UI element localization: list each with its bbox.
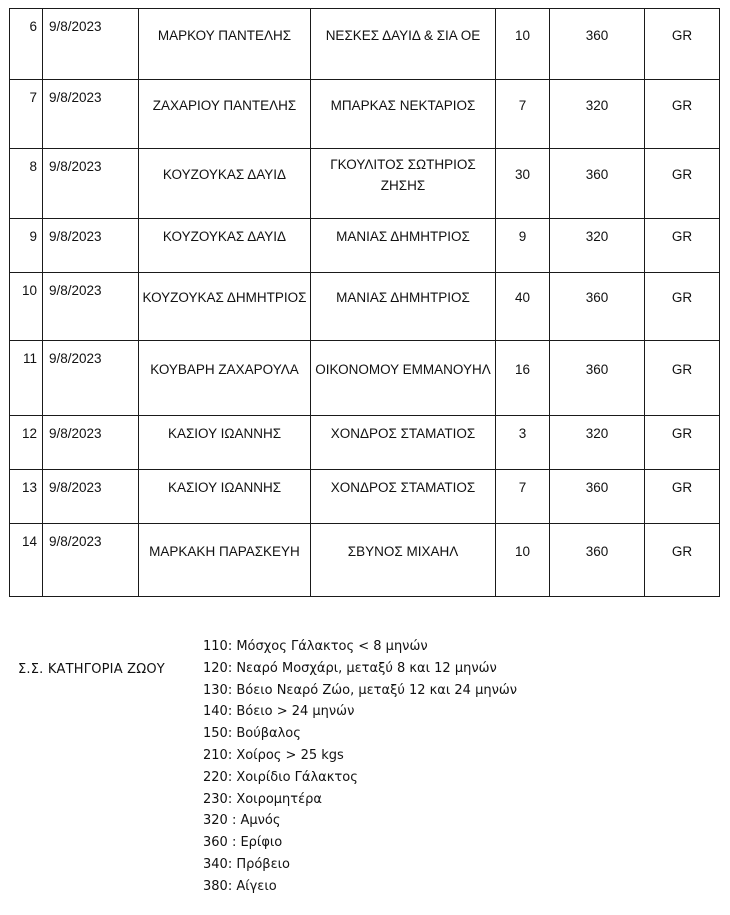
country-code: GR <box>671 229 693 244</box>
country-code-cell <box>645 273 720 341</box>
country-code-cell <box>645 219 720 273</box>
row-number-cell <box>10 273 43 341</box>
table-body <box>10 9 720 597</box>
row-date: 9/8/2023 <box>49 19 102 34</box>
legend-item: 150: Βούβαλος <box>203 726 301 742</box>
animal-category-code: 360 <box>585 543 609 559</box>
row-number: 13 <box>21 480 37 495</box>
buyer-name: ΧΟΝΔΡΟΣ ΣΤΑΜΑΤΙΟΣ <box>330 426 476 441</box>
row-number-cell <box>10 341 43 416</box>
row-number: 12 <box>21 426 37 441</box>
row-date-cell <box>43 470 139 524</box>
animal-category-code: 360 <box>585 361 609 377</box>
owner-name-cell <box>139 9 311 80</box>
row-number-cell <box>10 470 43 524</box>
country-code: GR <box>671 543 693 559</box>
row-date: 9/8/2023 <box>49 534 102 549</box>
animal-category-code-cell <box>550 273 645 341</box>
quantity: 10 <box>514 27 531 43</box>
owner-name: ΜΑΡΚΑΚΗ ΠΑΡΑΣΚΕΥΗ <box>149 543 300 559</box>
table-row <box>10 416 720 470</box>
row-date-cell <box>43 416 139 470</box>
legend-item: 110: Μόσχος Γάλακτος < 8 μηνών <box>203 639 428 654</box>
legend-item: 340: Πρόβειο <box>203 856 290 872</box>
row-number-cell <box>10 9 43 80</box>
row-number-cell <box>10 80 43 149</box>
buyer-name: ΟΙΚΟΝΟΜΟΥ ΕΜΜΑΝΟΥΗΛ <box>315 361 491 377</box>
buyer-name: ΝΕΣΚΕΣ ΔΑΥΙΔ & ΣΙΑ ΟΕ <box>325 27 481 43</box>
legend-item: 360 : Ερίφιο <box>203 835 283 851</box>
row-number: 8 <box>29 159 37 174</box>
buyer-name: ΜΠΑΡΚΑΣ ΝΕΚΤΑΡΙΟΣ <box>330 97 476 113</box>
quantity: 10 <box>514 543 531 559</box>
country-code-cell <box>645 416 720 470</box>
animal-category-code: 320 <box>585 426 609 441</box>
animal-category-code: 320 <box>585 229 609 244</box>
buyer-name-cell <box>311 416 496 470</box>
animal-category-code-cell <box>550 149 645 219</box>
quantity-cell <box>496 219 550 273</box>
buyer-name: ΜΑΝΙΑΣ ΔΗΜΗΤΡΙΟΣ <box>336 290 470 305</box>
row-number-cell <box>10 416 43 470</box>
table-row <box>10 273 720 341</box>
row-number-cell <box>10 149 43 219</box>
legend-item: 220: Χοιρίδιο Γάλακτος <box>203 769 358 785</box>
owner-name: ΚΟΥΒΑΡΗ ΖΑΧΑΡΟΥΛΑ <box>150 361 299 377</box>
quantity: 40 <box>514 290 531 305</box>
row-number: 10 <box>21 283 37 298</box>
legend-item: 130: Βόειο Νεαρό Ζώο, μεταξύ 12 και 24 μηνών <box>203 682 518 698</box>
row-number: 11 <box>22 351 37 366</box>
quantity-cell <box>496 341 550 416</box>
row-date: 9/8/2023 <box>49 159 102 174</box>
country-code: GR <box>671 167 693 182</box>
table-row <box>10 341 720 416</box>
transactions-table <box>9 8 720 597</box>
animal-category-code-cell <box>550 341 645 416</box>
quantity: 7 <box>518 97 527 113</box>
quantity-cell <box>496 273 550 341</box>
quantity: 9 <box>518 229 527 244</box>
owner-name-cell <box>139 470 311 524</box>
buyer-name: ΧΟΝΔΡΟΣ ΣΤΑΜΑΤΙΟΣ <box>330 480 476 495</box>
legend-title: Σ.Σ. ΚΑΤΗΓΟΡΙΑ ΖΩΟΥ <box>18 662 165 677</box>
row-date-cell <box>43 219 139 273</box>
row-number: 6 <box>29 19 37 34</box>
legend-item: 210: Χοίρος > 25 kgs <box>203 747 344 763</box>
country-code-cell <box>645 341 720 416</box>
buyer-name: ΓΚΟΥΛΙΤΟΣ ΣΩΤΗΡΙΟΣ ΖΗΣΗΣ <box>330 156 476 193</box>
animal-category-code: 360 <box>585 290 609 305</box>
owner-name-cell <box>139 341 311 416</box>
row-number-cell <box>10 524 43 597</box>
row-number: 9 <box>29 229 37 244</box>
country-code-cell <box>645 470 720 524</box>
table-row <box>10 80 720 149</box>
legend-item: 140: Βόειο > 24 μηνών <box>203 704 355 720</box>
table-row <box>10 524 720 597</box>
animal-category-code-cell <box>550 9 645 80</box>
owner-name: ΚΟΥΖΟΥΚΑΣ ΔΗΜΗΤΡΙΟΣ <box>142 290 307 305</box>
animal-category-code: 360 <box>585 27 609 43</box>
animal-category-code: 360 <box>585 167 609 182</box>
owner-name: ΚΟΥΖΟΥΚΑΣ ΔΑΥΙΔ <box>162 167 287 182</box>
quantity-cell <box>496 9 550 80</box>
country-code: GR <box>671 290 693 305</box>
row-date: 9/8/2023 <box>49 480 102 495</box>
quantity: 3 <box>518 426 527 441</box>
buyer-name-cell <box>311 219 496 273</box>
row-date: 9/8/2023 <box>49 426 102 441</box>
quantity-cell <box>496 524 550 597</box>
animal-category-code: 360 <box>585 480 609 495</box>
legend-item: 120: Νεαρό Μοσχάρι, μεταξύ 8 και 12 μηνών <box>203 660 497 676</box>
quantity: 16 <box>514 361 531 377</box>
quantity: 7 <box>518 480 527 495</box>
table-row <box>10 219 720 273</box>
row-date: 9/8/2023 <box>49 229 102 244</box>
row-date-cell <box>43 273 139 341</box>
row-date-cell <box>43 149 139 219</box>
buyer-name-cell <box>311 9 496 80</box>
legend-item: 380: Αίγειο <box>203 878 277 894</box>
buyer-name-cell <box>311 149 496 219</box>
country-code-cell <box>645 80 720 149</box>
buyer-name-cell <box>311 273 496 341</box>
owner-name: ΖΑΧΑΡΙΟΥ ΠΑΝΤΕΛΗΣ <box>152 97 297 113</box>
row-date: 9/8/2023 <box>49 90 102 105</box>
owner-name: ΚΟΥΖΟΥΚΑΣ ΔΑΥΙΔ <box>162 229 287 244</box>
buyer-name: ΜΑΝΙΑΣ ΔΗΜΗΤΡΙΟΣ <box>336 229 470 244</box>
row-date-cell <box>43 80 139 149</box>
row-number-cell <box>10 219 43 273</box>
buyer-name-cell <box>311 341 496 416</box>
owner-name: ΜΑΡΚΟΥ ΠΑΝΤΕΛΗΣ <box>157 27 292 43</box>
quantity: 30 <box>514 167 531 182</box>
row-date: 9/8/2023 <box>49 351 102 366</box>
row-number: 7 <box>29 90 37 105</box>
animal-category-code-cell <box>550 470 645 524</box>
row-date-cell <box>43 9 139 80</box>
animal-category-code-cell <box>550 80 645 149</box>
animal-category-code-cell <box>550 219 645 273</box>
country-code: GR <box>671 426 693 441</box>
owner-name-cell <box>139 219 311 273</box>
table-row <box>10 470 720 524</box>
legend-item: 320 : Αμνός <box>203 813 281 829</box>
legend-list <box>203 636 517 898</box>
country-code-cell <box>645 149 720 219</box>
buyer-name-cell <box>311 524 496 597</box>
animal-category-code: 320 <box>585 97 609 113</box>
buyer-name-cell <box>311 80 496 149</box>
row-date: 9/8/2023 <box>49 283 102 298</box>
owner-name-cell <box>139 416 311 470</box>
country-code-cell <box>645 9 720 80</box>
table-row <box>10 9 720 80</box>
country-code: GR <box>671 27 693 43</box>
country-code: GR <box>671 361 693 377</box>
buyer-name-cell <box>311 470 496 524</box>
quantity-cell <box>496 80 550 149</box>
owner-name-cell <box>139 524 311 597</box>
animal-category-code-cell <box>550 416 645 470</box>
row-number: 14 <box>21 534 37 549</box>
country-code-cell <box>645 524 720 597</box>
owner-name-cell <box>139 149 311 219</box>
quantity-cell <box>496 149 550 219</box>
animal-category-code-cell <box>550 524 645 597</box>
owner-name: ΚΑΣΙΟΥ ΙΩΑΝΝΗΣ <box>167 426 282 441</box>
quantity-cell <box>496 470 550 524</box>
country-code: GR <box>671 480 693 495</box>
country-code: GR <box>671 97 693 113</box>
row-date-cell <box>43 341 139 416</box>
table-row <box>10 149 720 219</box>
owner-name-cell <box>139 273 311 341</box>
owner-name-cell <box>139 80 311 149</box>
owner-name: ΚΑΣΙΟΥ ΙΩΑΝΝΗΣ <box>167 480 282 495</box>
legend-item: 230: Χοιρομητέρα <box>203 791 322 807</box>
row-date-cell <box>43 524 139 597</box>
buyer-name: ΣΒΥΝΟΣ ΜΙΧΑΗΛ <box>347 543 459 559</box>
quantity-cell <box>496 416 550 470</box>
